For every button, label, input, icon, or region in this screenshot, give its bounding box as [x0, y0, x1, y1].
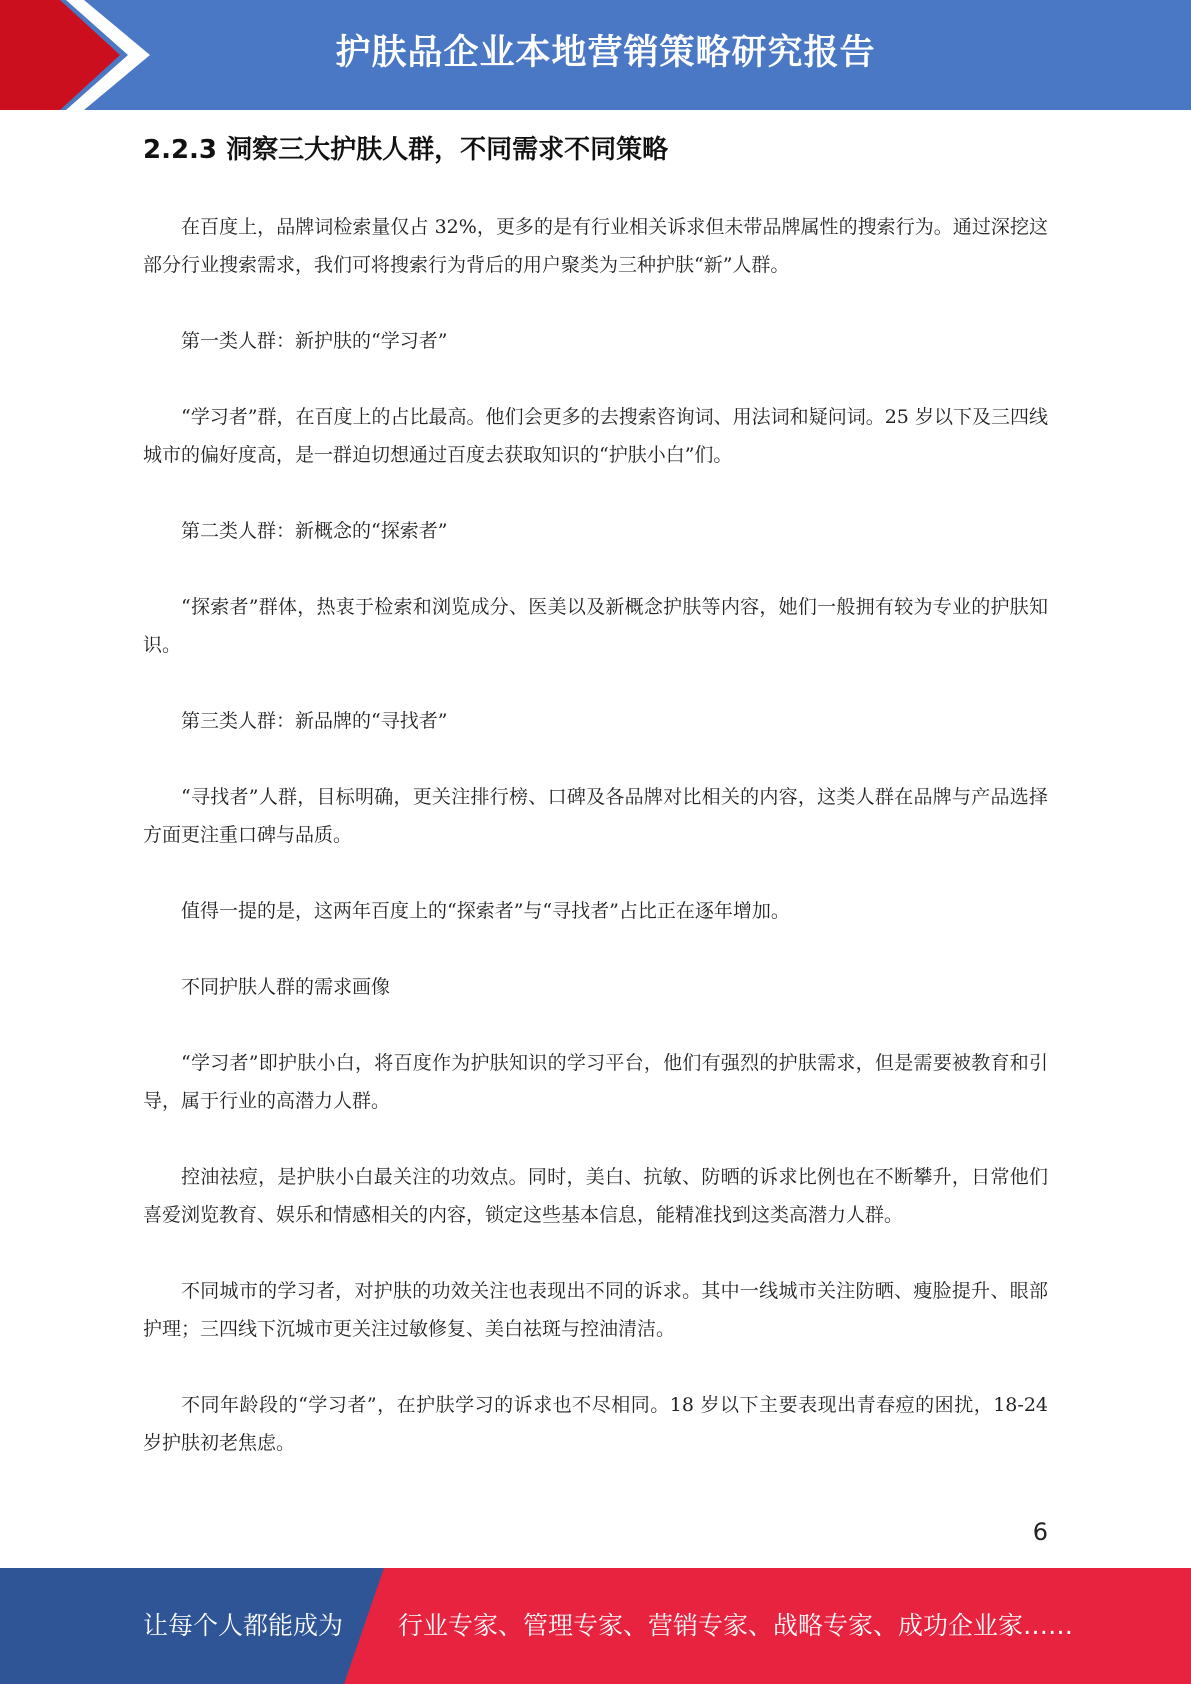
page-header [0, 0, 1191, 110]
paragraph-group1-desc: “学习者”群，在百度上的占比最高。他们会更多的去搜索咨询词、用法词和疑问词。25 岁以下及三四线城市的偏好度高，是一群迫切想通过百度去获取知识的“护肤小白”们。 [143, 406, 1048, 466]
paragraph-city: 不同城市的学习者，对护肤的功效关注也表现出不同的诉求。其中一线城市关注防晒、瘦脸提升、眼部护理；三四线下沉城市更关注过敏修复、美白祛斑与控油清洁。 [143, 1280, 1048, 1340]
paragraph-portrait-title: 不同护肤人群的需求画像 [181, 976, 391, 998]
paragraph-efficacy: 控油祛痘，是护肤小白最关注的功效点。同时，美白、抗敏、防晒的诉求比例也在不断攀升，日常他们喜爱浏览教育、娱乐和情感相关的内容，锁定这些基本信息，能精准找到这类高潜力人群。 [143, 1166, 1048, 1226]
document-body [143, 128, 1048, 1500]
paragraph-group3-desc: “寻找者”人群，目标明确，更关注排行榜、口碑及各品牌对比相关的内容，这类人群在品牌与产品选择方面更注重口碑与品质。 [143, 786, 1048, 846]
paragraph-group3-title: 第三类人群：新品牌的“寻找者” [181, 710, 448, 732]
paragraph-group2-desc: “探索者”群体，热衷于检索和浏览成分、医美以及新概念护肤等内容，她们一般拥有较为专业的护肤知识。 [143, 596, 1048, 656]
page-number: 6 [1032, 1518, 1048, 1546]
page-footer [0, 1568, 1191, 1684]
paragraph-learner-desc: “学习者”即护肤小白，将百度作为护肤知识的学习平台，他们有强烈的护肤需求，但是需要被教育和引导，属于行业的高潜力人群。 [143, 1052, 1048, 1112]
paragraph-age: 不同年龄段的“学习者”，在护肤学习的诉求也不尽相同。18 岁以下主要表现出青春痘的困扰，18-24 岁护肤初老焦虑。 [143, 1394, 1048, 1454]
paragraph-intro: 在百度上，品牌词检索量仅占 32%，更多的是有行业相关诉求但未带品牌属性的搜索行为。通过深挖这部分行业搜索需求，我们可将搜索行为背后的用户聚类为三种护肤“新”人群。 [143, 216, 1048, 276]
paragraph-group1-title: 第一类人群：新护肤的“学习者” [181, 330, 448, 352]
document-title: 护肤品企业本地营销策略研究报告 [335, 33, 876, 73]
section-heading: 2.2.3 洞察三大护肤人群，不同需求不同策略 [143, 135, 669, 165]
paragraph-trend: 值得一提的是，这两年百度上的“探索者”与“寻找者”占比正在逐年增加。 [181, 900, 790, 922]
paragraph-group2-title: 第二类人群：新概念的“探索者” [181, 520, 448, 542]
footer-slogan-left: 让每个人都能成为 [143, 1611, 344, 1640]
footer-slogan-right: 行业专家、管理专家、营销专家、战略专家、成功企业家…… [398, 1611, 1074, 1640]
